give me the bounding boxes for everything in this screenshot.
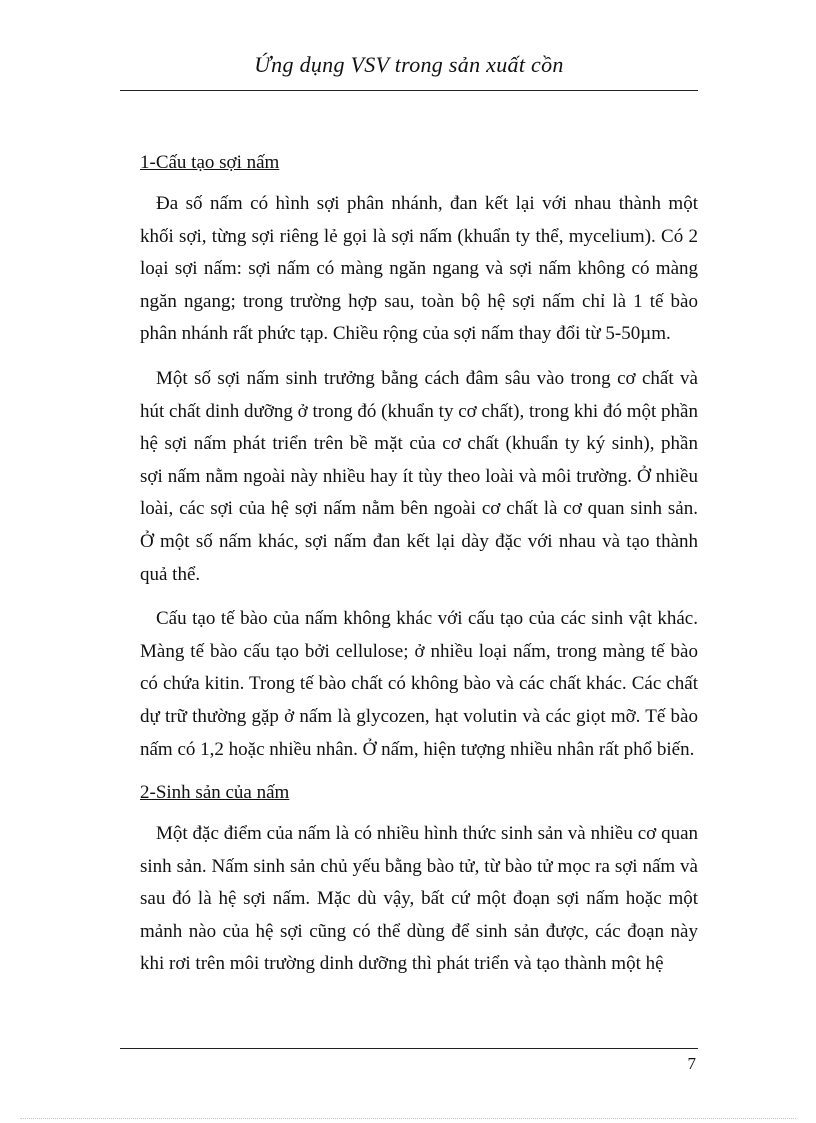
header-divider: [120, 90, 698, 91]
section-heading-structure: 1-Cấu tạo sợi nấm: [140, 152, 280, 173]
page-number: 7: [687, 1054, 696, 1073]
section-heading-reproduction: 2-Sinh sản của nấm: [140, 782, 290, 804]
paragraph: Một đặc điểm của nấm là có nhiều hình thức sinh sản và nhiều cơ quan sinh sản. Nấm sinh sản chủ yếu bằng bào tử, từ bào tử mọc ra sợi nấm và sau đó là hệ sợi nấm. Mặc dù vậy, bất cứ một đoạn sợi nấm hoặc một mảnh nào của hệ sợi cũng có thể dùng để sinh sản được, các đoạn này khi rơi trên môi trường dinh dưỡng thì phát triển và tạo thành một hệ: [140, 823, 698, 975]
page-bottom-dotted-edge: [20, 1118, 796, 1119]
paragraph: Một số sợi nấm sinh trưởng bằng cách đâm sâu vào trong cơ chất và hút chất dinh dưỡng ở trong đó (khuẩn ty cơ chất), trong khi đó một phần hệ sợi nấm phát triển trên bề mặt của cơ chất (khuẩn ty ký sinh), phần sợi nấm nằm ngoài này nhiều hay ít tùy theo loài và môi trường. Ở nhiều loài, các sợi của hệ sợi nấm nằm bên ngoài cơ chất là cơ quan sinh sản. Ở một số nấm khác, sợi nấm đan kết lại dày đặc với nhau và tạo thành quả thể.: [140, 367, 698, 585]
footer-divider: [120, 1048, 698, 1049]
page-body: [140, 148, 698, 993]
page-header-title: Ứng dụng VSV trong sản xuất cồn: [254, 52, 564, 77]
paragraph: Đa số nấm có hình sợi phân nhánh, đan kết lại với nhau thành một khối sợi, từng sợi riêng lẻ gọi là sợi nấm (khuẩn ty thể, mycelium). Có 2 loại sợi nấm: sợi nấm có màng ngăn ngang và sợi nấm không có màng ngăn ngang; trong trường hợp sau, toàn bộ hệ sợi nấm chỉ là 1 tế bào phân nhánh rất phức tạp. Chiều rộng của sợi nấm thay đổi từ 5-50µm.: [140, 193, 698, 345]
paragraph: Cấu tạo tế bào của nấm không khác với cấu tạo của các sinh vật khác. Màng tế bào cấu tạo bởi cellulose; ở nhiều loại nấm, trong màng tế bào có chứa kitin. Trong tế bào chất có không bào và các chất khác. Các chất dự trữ thường gặp ở nấm là glycozen, hạt volutin và các giọt mỡ. Tế bào nấm có 1,2 hoặc nhiều nhân. Ở nấm, hiện tượng nhiều nhân rất phổ biến.: [140, 608, 698, 760]
